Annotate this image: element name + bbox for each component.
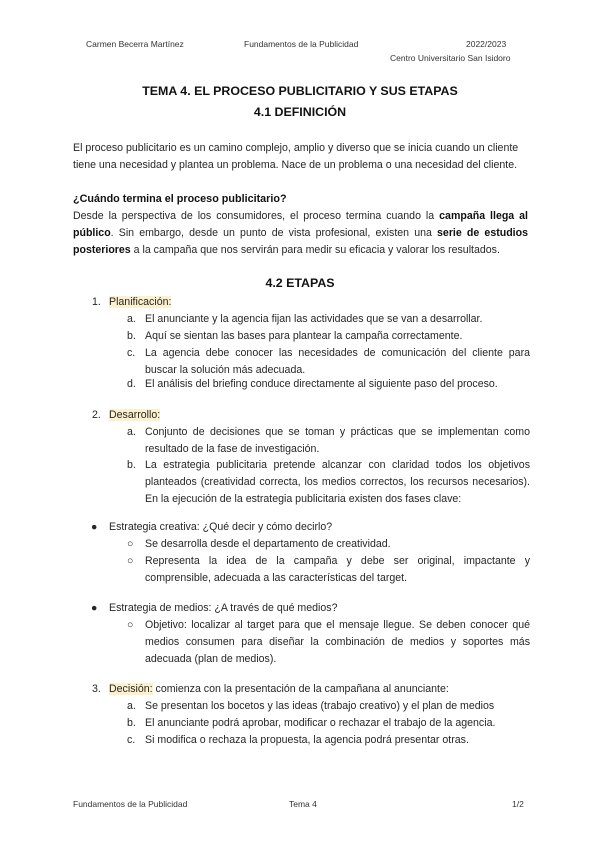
stage-title-planning: Planificación: bbox=[109, 296, 172, 308]
definition-paragraph: El proceso publicitario es un camino complejo, amplio y diverso que se inicia cuando un cliente tiene una necesidad y plantea un problema. Nace de un problema o una necesidad del cliente. bbox=[73, 142, 519, 172]
list-number: 3. bbox=[92, 683, 101, 695]
section-heading-stages: 4.2 ETAPAS bbox=[265, 276, 335, 290]
list-marker: b. bbox=[127, 459, 136, 471]
list-marker: c. bbox=[127, 734, 136, 746]
list-marker: d. bbox=[127, 378, 136, 390]
stage-title-development: Desarrollo: bbox=[109, 409, 161, 421]
section-heading-definition: 4.1 DEFINICIÓN bbox=[253, 105, 347, 119]
sub-bullet: ○ bbox=[127, 555, 134, 567]
answer-paragraph: Desde la perspectiva de los consumidores, el proceso termina cuando la campaña llega al público. Sin embargo, desde un punto de vista profesional, existen una serie de estudios posteriores a la campaña que nos servirán para medir su eficacia y valorar los resultados. bbox=[73, 210, 528, 257]
list-marker: c. bbox=[127, 347, 136, 359]
sub-bullet: ○ bbox=[127, 538, 134, 550]
creative-strategy-heading: Estrategia creativa: ¿Qué decir y cómo decirlo? bbox=[109, 521, 333, 533]
list-number: 2. bbox=[92, 409, 101, 421]
list-number: 1. bbox=[92, 296, 101, 308]
sub-bullet: ○ bbox=[127, 619, 134, 631]
list-item: Aquí se sientan las bases para plantear la campaña correctamente. bbox=[145, 330, 463, 342]
list-item: Conjunto de decisiones que se toman y prácticas que se implementan como resultado de la fase de investigación. bbox=[145, 426, 530, 455]
list-item: Si modifica o rechaza la propuesta, la agencia podrá presentar otras. bbox=[145, 734, 469, 746]
header-author: Carmen Becerra Martínez bbox=[86, 39, 184, 49]
list-item: Se presentan los bocetos y las ideas (trabajo creativo) y el plan de medios bbox=[145, 700, 495, 712]
footer-topic: Tema 4 bbox=[289, 799, 317, 809]
list-marker: b. bbox=[127, 717, 136, 729]
page-number: 1/2 bbox=[512, 799, 524, 809]
media-strategy-heading: Estrategia de medios: ¿A través de qué medios? bbox=[109, 602, 338, 614]
list-item: El anunciante podrá aprobar, modificar o rechazar el trabajo de la agencia. bbox=[145, 717, 496, 729]
list-marker: a. bbox=[127, 313, 136, 325]
question-heading: ¿Cuándo termina el proceso publicitario? bbox=[73, 193, 287, 205]
stage-title-decision: Decisión: comienza con la presentación de la campañana al anunciante: bbox=[109, 683, 449, 695]
list-marker: a. bbox=[127, 426, 136, 438]
header-center: Centro Universitario San Isidoro bbox=[390, 53, 511, 63]
footer-course: Fundamentos de la Publicidad bbox=[73, 799, 188, 809]
header-year: 2022/2023 bbox=[466, 39, 507, 49]
list-item: La agencia debe conocer las necesidades de comunicación del cliente para buscar la solución más adecuada. bbox=[145, 347, 530, 376]
list-item: El anunciante y la agencia fijan las actividades que se van a desarrollar. bbox=[145, 313, 483, 325]
page-title: TEMA 4. EL PROCESO PUBLICITARIO Y SUS ETAPAS bbox=[142, 84, 458, 98]
list-item: El análisis del briefing conduce directamente al siguiente paso del proceso. bbox=[145, 378, 498, 390]
list-item: La estrategia publicitaria pretende alcanzar con claridad todos los objetivos planteados (creatividad correcta, los medios correctos, los recursos necesarios). En la ejecución de la estrategia publicitaria existen dos fases clave: bbox=[145, 459, 530, 505]
list-item: Objetivo: localizar al target para que el mensaje llegue. Se deben conocer qué medios consumen para diseñar la combinación de medios y soportes más adecuada (plan de medios). bbox=[145, 619, 530, 665]
list-marker: b. bbox=[127, 330, 136, 342]
list-marker: a. bbox=[127, 700, 136, 712]
header-course: Fundamentos de la Publicidad bbox=[244, 39, 359, 49]
list-item: Se desarrolla desde el departamento de creatividad. bbox=[145, 538, 391, 550]
bullet-dot: ● bbox=[91, 602, 98, 614]
bullet-dot: ● bbox=[91, 521, 98, 533]
list-item: Representa la idea de la campaña y debe ser original, impactante y comprensible, adecuada a las características del target. bbox=[145, 555, 530, 584]
